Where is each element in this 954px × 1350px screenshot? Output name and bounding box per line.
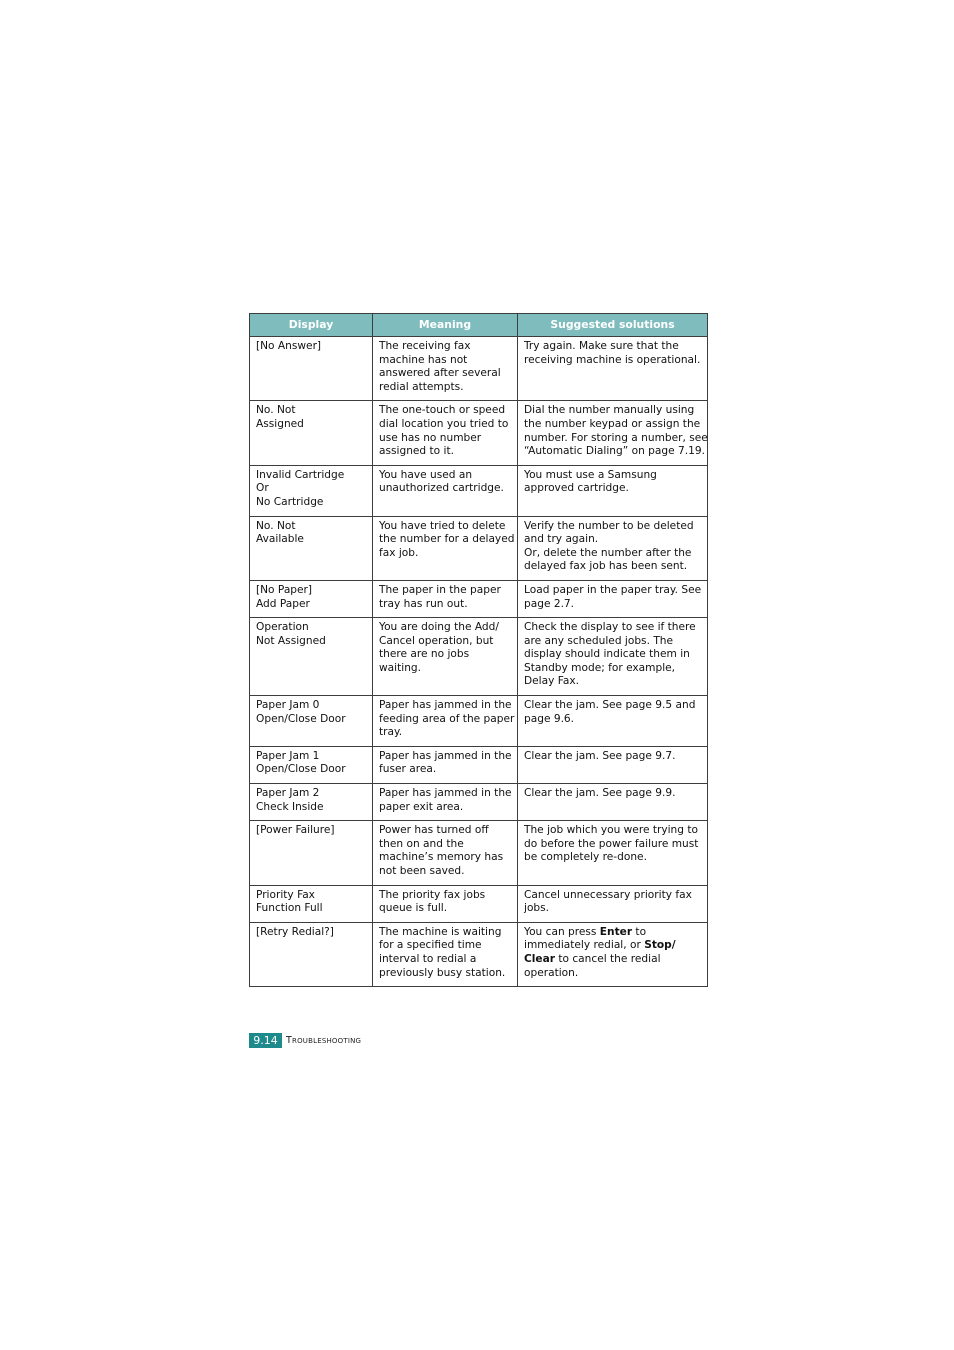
solution-cell <box>518 401 708 465</box>
solution-text: Clear the jam. See page 9.9. <box>524 787 676 800</box>
solution-text: Clear the jam. See page 9.7. <box>524 749 676 762</box>
display-text-line: No. Not <box>256 404 296 417</box>
solution-text: immediately redial, or <box>524 939 645 952</box>
solution-text: Try again. Make sure that the <box>524 340 679 352</box>
page-footer <box>249 1032 361 1048</box>
solution-key-name: Clear <box>524 952 555 965</box>
solution-text-line <box>524 418 702 432</box>
solution-text-line <box>524 750 702 764</box>
table-row <box>250 465 708 516</box>
meaning-text-line: then on and the <box>379 837 464 850</box>
meaning-cell <box>373 746 518 783</box>
solution-text: Cancel unnecessary priority fax <box>524 888 692 901</box>
table-row <box>250 401 708 465</box>
solution-text: delayed fax job has been sent. <box>524 560 688 573</box>
page-number: 9.14 <box>249 1033 282 1048</box>
solution-text: Clear the jam. See page 9.5 and <box>524 699 696 712</box>
solution-cell <box>518 885 708 922</box>
solution-cell <box>518 465 708 516</box>
meaning-cell <box>373 401 518 465</box>
meaning-cell <box>373 337 518 401</box>
solution-text: Verify the number to be deleted <box>524 519 694 532</box>
solution-cell <box>518 821 708 885</box>
solution-text: approved cartridge. <box>524 482 629 495</box>
meaning-cell <box>373 885 518 922</box>
solution-text-line <box>524 404 702 418</box>
meaning-text-line: the number for a delayed <box>379 533 515 546</box>
solution-text: page 9.6. <box>524 712 575 725</box>
solution-text-line <box>524 547 702 561</box>
meaning-text-line: machine has not <box>379 353 468 366</box>
display-text-line: No. Not <box>256 519 296 532</box>
solution-text-line <box>524 533 702 547</box>
solution-text-line <box>524 926 702 940</box>
display-text-line: Paper Jam 2 <box>256 787 320 800</box>
table-row <box>250 580 708 617</box>
display-cell <box>250 337 373 401</box>
meaning-text-line: there are no jobs <box>379 648 470 661</box>
solution-text-line <box>524 482 702 496</box>
solution-text-line <box>524 902 702 916</box>
table-body <box>250 337 708 987</box>
display-text-line: Invalid Cartridge <box>256 468 345 481</box>
meaning-text-line: fuser area. <box>379 763 437 776</box>
table-row <box>250 885 708 922</box>
solution-text: Dial the number manually using <box>524 404 695 417</box>
solution-text-line <box>524 939 702 953</box>
header-display: Display <box>250 314 373 337</box>
solution-text-line <box>524 584 702 598</box>
display-text-line: Assigned <box>256 417 304 430</box>
meaning-text-line: for a specified time <box>379 939 482 952</box>
solution-text: jobs. <box>524 902 550 915</box>
solution-cell <box>518 922 708 986</box>
solution-text-line <box>524 469 702 483</box>
solution-text: “Automatic Dialing” on page 7.19. <box>524 445 705 458</box>
display-text-line: Paper Jam 0 <box>256 699 320 712</box>
display-text-line: Open/Close Door <box>256 763 346 776</box>
display-cell <box>250 784 373 821</box>
display-text-line: No Cartridge <box>256 495 324 508</box>
meaning-cell <box>373 465 518 516</box>
display-text-line: Open/Close Door <box>256 712 346 725</box>
meaning-cell <box>373 696 518 747</box>
meaning-text-line: The receiving fax <box>379 340 471 352</box>
solution-text-line <box>524 787 702 801</box>
solution-text-line <box>524 560 702 574</box>
meaning-text-line: answered after several <box>379 367 501 380</box>
display-text-line: [Power Failure] <box>256 824 335 837</box>
solution-cell <box>518 696 708 747</box>
table-row <box>250 516 708 580</box>
solution-text-line <box>524 662 702 676</box>
solution-key-name: Enter <box>599 925 633 938</box>
meaning-text-line: interval to redial a <box>379 952 477 965</box>
solution-text: are any scheduled jobs. The <box>524 634 674 647</box>
meaning-text-line: The priority fax jobs <box>379 888 486 901</box>
solution-text: the number keypad or assign the <box>524 417 701 430</box>
table-row <box>250 696 708 747</box>
display-text-line: Paper Jam 1 <box>256 749 320 762</box>
solution-text: Or, delete the number after the <box>524 546 692 559</box>
solution-text: Check the display to see if there <box>524 621 696 634</box>
display-text-line: Operation <box>256 621 309 634</box>
solution-cell <box>518 580 708 617</box>
meaning-text-line: Paper has jammed in the <box>379 749 512 762</box>
solution-text: be completely re-done. <box>524 851 647 864</box>
solution-cell <box>518 746 708 783</box>
troubleshooting-table <box>249 313 708 987</box>
meaning-cell <box>373 784 518 821</box>
solution-text-line <box>524 967 702 981</box>
meaning-text-line: waiting. <box>379 661 422 674</box>
solution-text: operation. <box>524 966 579 979</box>
solution-text-line <box>524 354 702 368</box>
solution-text: to cancel the redial <box>554 952 661 965</box>
table-row <box>250 337 708 401</box>
meaning-text-line: The one-touch or speed <box>379 404 506 417</box>
meaning-text-line: queue is full. <box>379 902 448 915</box>
meaning-text-line: use has no number <box>379 431 482 444</box>
section-title: Troubleshooting <box>286 1034 362 1046</box>
meaning-cell <box>373 580 518 617</box>
solution-text: Delay Fax. <box>524 675 579 688</box>
display-cell <box>250 401 373 465</box>
meaning-text-line: paper exit area. <box>379 800 464 813</box>
display-text-line: Add Paper <box>256 597 310 610</box>
table-header-row <box>250 314 708 337</box>
display-cell <box>250 516 373 580</box>
solution-text: Load paper in the paper tray. See <box>524 583 702 596</box>
solution-text-line <box>524 621 702 635</box>
solution-text-line <box>524 648 702 662</box>
solution-text-line <box>524 520 702 534</box>
meaning-text-line: not been saved. <box>379 865 465 877</box>
display-cell <box>250 922 373 986</box>
table-row <box>250 821 708 885</box>
solution-text: The job which you were trying to <box>524 824 699 837</box>
solution-text-line <box>524 635 702 649</box>
solution-text-line <box>524 598 702 612</box>
display-text-line: Function Full <box>256 902 323 915</box>
meaning-text-line: machine’s memory has <box>379 851 504 864</box>
table-row <box>250 922 708 986</box>
solution-text-line <box>524 713 702 727</box>
meaning-text-line: Power has turned off <box>379 824 489 837</box>
meaning-text-line: redial attempts. <box>379 380 464 393</box>
meaning-text-line: unauthorized cartridge. <box>379 482 504 495</box>
meaning-text-line: You have tried to delete <box>379 519 506 532</box>
display-cell <box>250 696 373 747</box>
solution-text: Standby mode; for example, <box>524 661 676 674</box>
display-cell <box>250 465 373 516</box>
solution-cell <box>518 516 708 580</box>
meaning-text-line: tray has run out. <box>379 597 468 610</box>
display-text-line: [No Paper] <box>256 583 313 596</box>
display-cell <box>250 821 373 885</box>
solution-text: You must use a Samsung <box>524 468 657 481</box>
display-text-line: Not Assigned <box>256 634 326 647</box>
table-row <box>250 746 708 783</box>
display-text-line: [Retry Redial?] <box>256 925 334 938</box>
display-cell <box>250 618 373 696</box>
header-suggested-solutions: Suggested solutions <box>518 314 708 337</box>
meaning-text-line: The machine is waiting <box>379 925 502 938</box>
meaning-text-line: dial location you tried to <box>379 417 509 430</box>
solution-text: page 2.7. <box>524 597 575 610</box>
solution-text-line <box>524 824 702 838</box>
solution-text-line <box>524 838 702 852</box>
solution-text: number. For storing a number, see <box>524 431 708 444</box>
meaning-text-line: previously busy station. <box>379 966 506 979</box>
meaning-text-line: fax job. <box>379 546 419 559</box>
meaning-cell <box>373 821 518 885</box>
solution-key-name: Stop/ <box>644 939 676 952</box>
meaning-text-line: tray. <box>379 726 403 739</box>
solution-text-line <box>524 445 705 459</box>
meaning-cell <box>373 922 518 986</box>
meaning-text-line: Cancel operation, but <box>379 634 494 647</box>
table-row <box>250 784 708 821</box>
meaning-text-line: You have used an <box>379 468 473 481</box>
solution-cell <box>518 618 708 696</box>
display-cell <box>250 746 373 783</box>
meaning-text-line: Paper has jammed in the <box>379 699 512 712</box>
header-meaning: Meaning <box>373 314 518 337</box>
solution-text-line <box>524 675 702 689</box>
meaning-cell <box>373 618 518 696</box>
solution-text-line <box>524 953 702 967</box>
display-text-line: [No Answer] <box>256 340 322 352</box>
solution-text: display should indicate them in <box>524 648 690 661</box>
meaning-text-line: You are doing the Add/ <box>379 621 499 634</box>
solution-text: You can press <box>524 925 600 938</box>
meaning-text-line: assigned to it. <box>379 445 454 458</box>
table-row <box>250 618 708 696</box>
solution-text: and try again. <box>524 533 599 546</box>
display-text-line: Check Inside <box>256 800 324 813</box>
solution-text: to <box>632 925 647 938</box>
display-cell <box>250 580 373 617</box>
solution-text: do before the power failure must <box>524 837 699 850</box>
solution-cell <box>518 784 708 821</box>
meaning-cell <box>373 516 518 580</box>
meaning-text-line: The paper in the paper <box>379 583 501 596</box>
solution-text-line <box>524 431 708 446</box>
solution-text-line <box>524 699 702 713</box>
display-cell <box>250 885 373 922</box>
meaning-text-line: feeding area of the paper <box>379 712 515 725</box>
meaning-text-line: Paper has jammed in the <box>379 787 512 800</box>
solution-text: receiving machine is operational. <box>524 353 701 366</box>
solution-text-line <box>524 851 702 865</box>
solution-text-line <box>524 889 702 903</box>
display-text-line: Priority Fax <box>256 888 315 901</box>
display-text-line: Or <box>256 482 269 495</box>
solution-cell <box>518 337 708 401</box>
display-text-line: Available <box>256 533 304 546</box>
solution-text-line <box>524 340 702 354</box>
